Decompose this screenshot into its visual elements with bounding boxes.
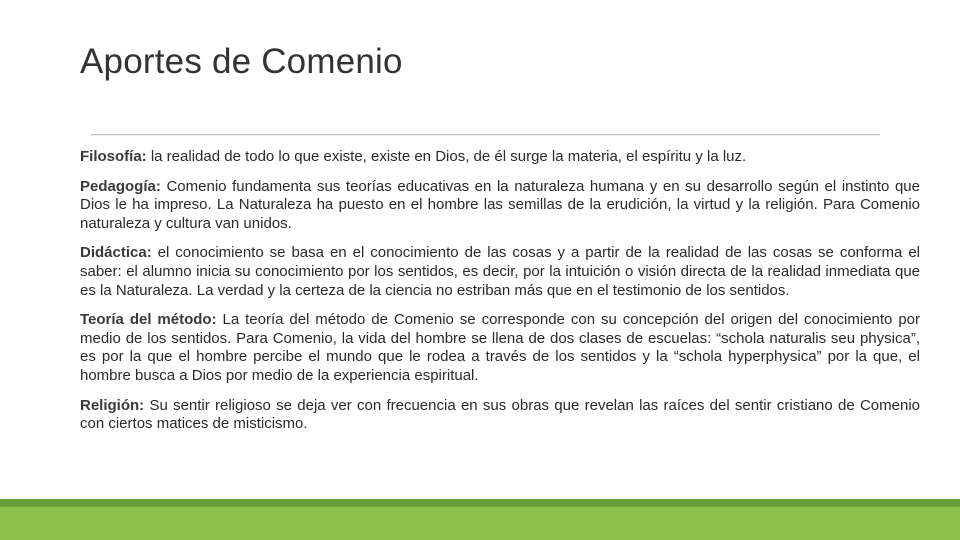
paragraph-text: Comenio fundamenta sus teorías educativas en la naturaleza humana y en su desarrollo según el instinto que Dios le ha impreso. La Naturaleza ha puesto en el hombre las semillas de la erudición, la virtud y la religión. Para Comenio naturaleza y cultura van unidos. (80, 177, 920, 232)
term-label: Religión: (80, 396, 145, 414)
term-label: Pedagogía: (80, 177, 161, 195)
paragraph-didactica (80, 244, 920, 300)
title-divider (91, 134, 880, 135)
paragraph-filosofia (80, 148, 920, 167)
paragraph-religion (80, 397, 920, 434)
footer-accent-bar (0, 499, 960, 540)
term-label: Filosofía: (80, 148, 147, 165)
paragraph-text: Su sentir religioso se deja ver con frecuencia en sus obras que revelan las raíces del sentir cristiano de Comenio con ciertos matices de misticismo. (80, 396, 920, 433)
paragraph-pedagogia (80, 178, 920, 234)
slide-title: Aportes de Comenio (80, 42, 403, 81)
paragraph-text: La teoría del método de Comenio se corresponde con su concepción del origen del conocimiento por medio de los sentidos. Para Comenio, la vida del hombre se llena de dos clases de escuelas: “schola naturalis seu physica”, es por la que el hombre percibe el mundo que le rodea a través de los sentidos y la “schola hyperphysica” por la que, el hombre busca a Dios por medio de la experiencia espiritual. (80, 311, 920, 384)
term-label: Didáctica: (80, 244, 152, 262)
slide-body (80, 148, 920, 445)
footer-accent-strip (0, 499, 960, 507)
paragraph-text: la realidad de todo lo que existe, existe en Dios, de él surge la materia, el espíritu y la luz. (146, 148, 747, 165)
paragraph-text: el conocimiento se basa en el conocimiento de las cosas y a partir de la realidad de las cosas se conforma el saber: el alumno inicia su conocimiento por los sentidos, es decir, por la intuición o visión directa de la realidad inmediata que es la Naturaleza. La verdad y la certeza de la ciencia no estriban más que en el testimonio de los sentidos. (80, 244, 920, 299)
paragraph-teoria-metodo (80, 311, 920, 385)
term-label: Teoría del método: (80, 311, 217, 329)
